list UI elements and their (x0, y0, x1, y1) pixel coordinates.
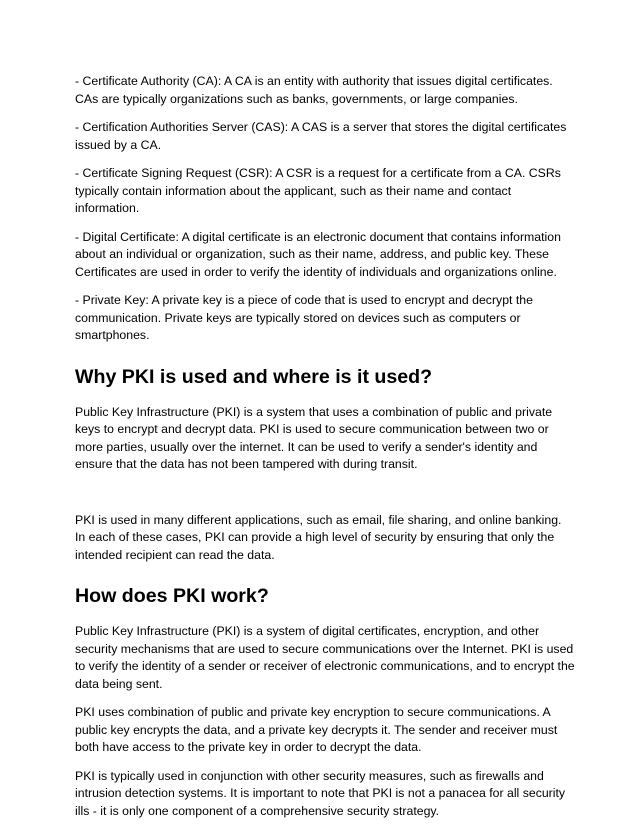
definition-digital-certificate: - Digital Certificate: A digital certificate is an electronic document that contains information about an individual or organization, such as their name, address, and public key. These Certificates are used in order to verify the identity of individuals and organizations online. (75, 229, 561, 279)
how-paragraph-2: PKI uses combination of public and private key encryption to secure communications. A public key encrypts the data, and a private key decrypts it. The sender and receiver must both have access to the private key in order to decrypt the data. (75, 705, 558, 754)
heading-why-pki: Why PKI is used and where is it used? (75, 365, 433, 388)
how-paragraph-3: PKI is typically used in conjunction with other security measures, such as firewalls and intrusion detection systems. It is important to note that PKI is not a panacea for all security ills - it is only one component of a comprehensive security strategy. (75, 768, 566, 818)
definition-private-key: - Private Key: A private key is a piece of code that is used to encrypt and decrypt the communication. Private keys are typically stored on devices such as computers or smartphones. (75, 293, 533, 342)
definition-csr: - Certificate Signing Request (CSR): A CSR is a request for a certificate from a CA. CSRs typically contain information about the applicant, such as their name and contact information. (75, 166, 561, 215)
why-paragraph-2: PKI is used in many different applications, such as email, file sharing, and online banking. In each of these cases, PKI can provide a high level of security by ensuring that only the intended recipient can read the data. (75, 512, 562, 562)
document-page (75, 73, 575, 820)
definition-cas: - Certification Authorities Server (CAS): A CAS is a server that stores the digital certificates issued by a CA. (75, 120, 567, 152)
how-paragraph-1: Public Key Infrastructure (PKI) is a system of digital certificates, encryption, and other security mechanisms that are used to secure communications over the Internet. PKI is used to verify the identity of a sender or receiver of electronic communications, and to encrypt the data being sent. (75, 624, 575, 691)
heading-how-pki: How does PKI work? (75, 585, 269, 607)
definition-ca: - Certificate Authority (CA): A CA is an entity with authority that issues digital certificates. CAs are typically organizations such as banks, governments, or large companies. (75, 74, 553, 106)
why-paragraph-1: Public Key Infrastructure (PKI) is a system that uses a combination of public and private keys to encrypt and decrypt data. PKI is used to secure communication between two or more parties, usually over the internet. It can be used to verify a sender's identity and ensure that the data has not been tampered with during transit. (75, 404, 553, 471)
